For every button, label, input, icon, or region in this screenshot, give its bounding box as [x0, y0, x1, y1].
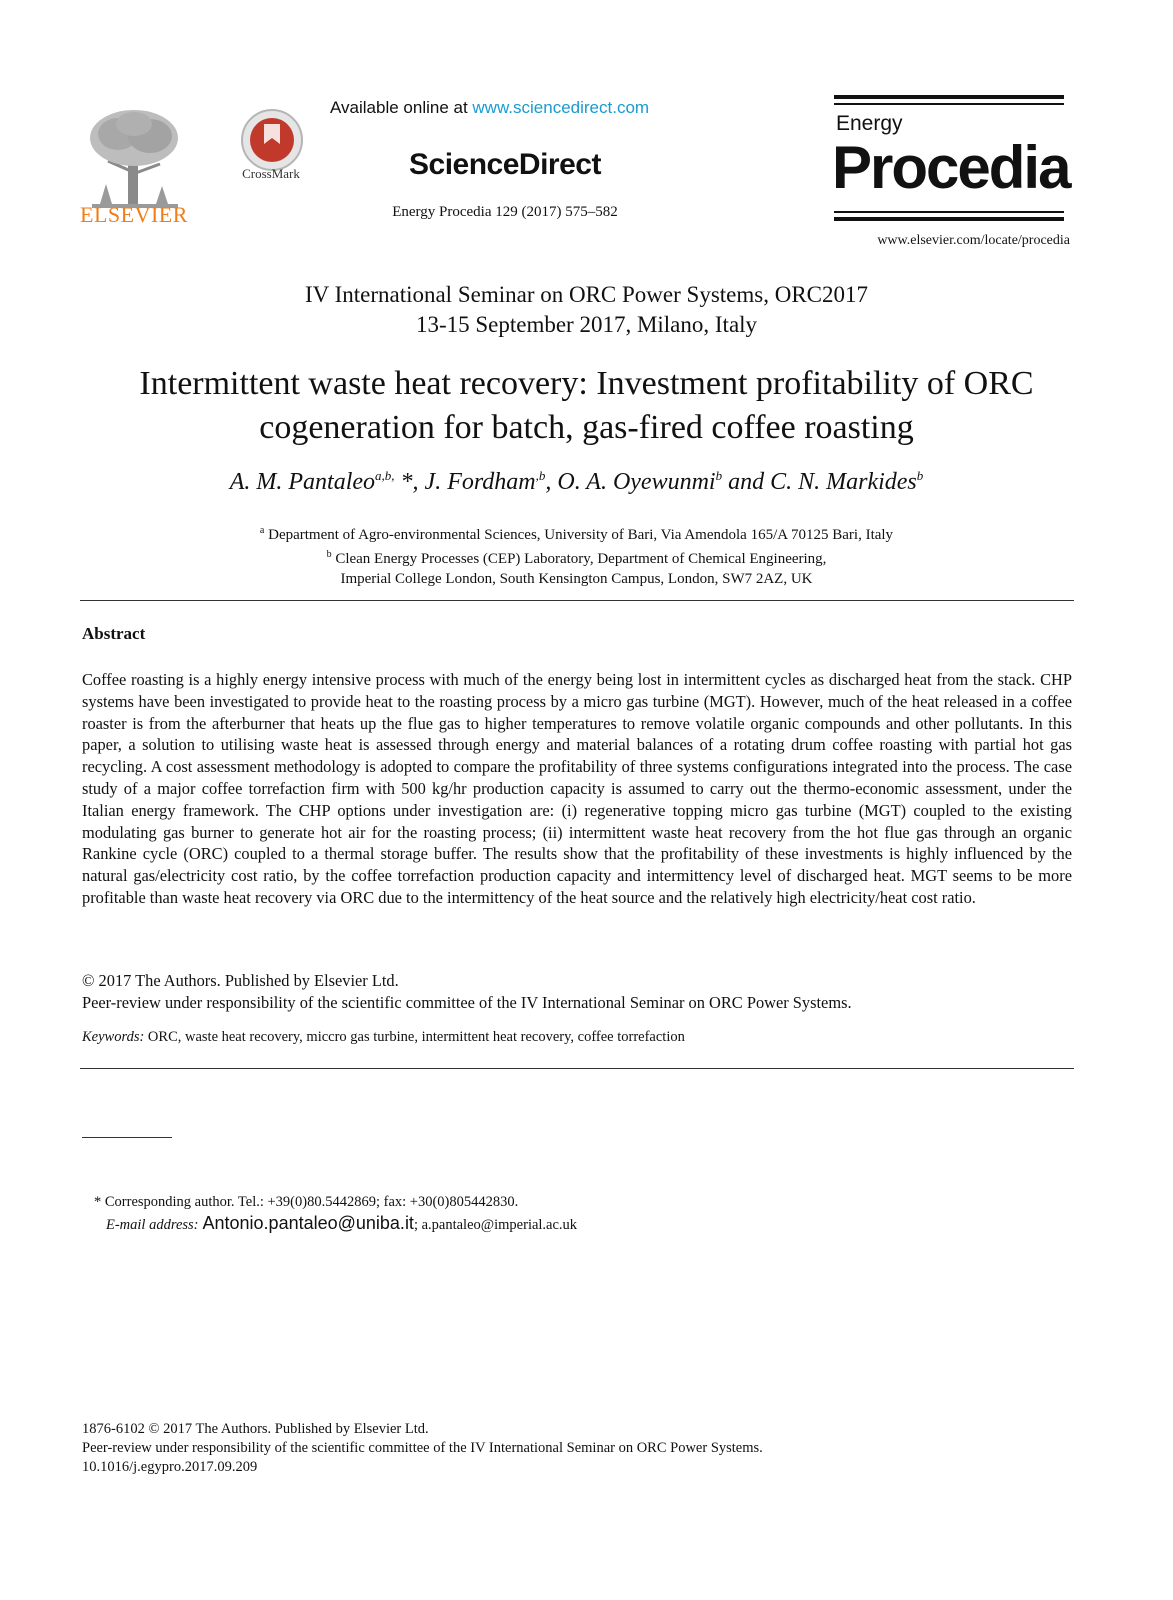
journal-name-large: Procedia	[832, 134, 1070, 201]
footer-peer-review: Peer-review under responsibility of the scientific committee of the IV International Seminar on ORC Power Systems.	[82, 1440, 763, 1456]
page-footer	[82, 1420, 1082, 1477]
email-link-uniba[interactable]: Antonio.pantaleo@uniba.it	[198, 1213, 414, 1233]
conference-date: 13-15 September 2017, Milano, Italy	[415, 312, 758, 337]
section-divider	[80, 600, 1074, 601]
journal-rule	[834, 95, 1064, 99]
author-name: J. Fordham	[424, 469, 536, 495]
journal-name-small: Energy	[836, 112, 903, 135]
email-link-imperial[interactable]: a.pantaleo@imperial.ac.uk	[421, 1217, 578, 1233]
title-line: cogeneration for batch, gas-fired coffee roasting	[259, 409, 914, 446]
affiliation-mark: b	[326, 549, 332, 560]
keywords-list: ORC, waste heat recovery, miccro gas turbine, intermittent heat recovery, coffee torrefaction	[144, 1029, 685, 1045]
author-name: O. A. Oyewunmi	[557, 469, 716, 495]
affiliations	[0, 521, 1153, 589]
sciencedirect-brand: ScienceDirect	[409, 148, 601, 181]
footnote-divider	[82, 1137, 172, 1138]
author-affil: b	[916, 468, 924, 483]
available-online	[330, 98, 710, 118]
peer-review-line: Peer-review under responsibility of the scientific committee of the IV International Seminar on ORC Power Systems.	[82, 993, 852, 1012]
affiliation-line	[0, 545, 1153, 569]
corresponding-author-note	[94, 1192, 994, 1236]
affiliation-line	[0, 569, 1153, 589]
sciencedirect-link[interactable]: www.sciencedirect.com	[472, 98, 650, 117]
journal-reference: Energy Procedia 129 (2017) 575–582	[392, 204, 618, 220]
conference-name: IV International Seminar on ORC Power Systems, ORC2017	[304, 282, 869, 307]
author-name: A. M. Pantaleo	[229, 469, 376, 495]
author-affil: ,b	[535, 468, 546, 483]
crossmark-label: CrossMark	[242, 166, 300, 181]
author-sep: ,	[545, 469, 558, 495]
affiliation-text: Department of Agro-environmental Sciences, University of Bari, Via Amendola 165/A 70125 Bari, Italy	[264, 527, 894, 543]
journal-url[interactable]: www.elsevier.com/locate/procedia	[877, 233, 1070, 248]
copyright-line: © 2017 The Authors. Published by Elsevier Ltd.	[82, 971, 399, 990]
copyright-block	[82, 970, 1072, 1014]
elsevier-wordmark: ELSEVIER	[80, 202, 188, 227]
corresponding-line: * Corresponding author. Tel.: +39(0)80.5442869; fax: +30(0)805442830.	[94, 1194, 519, 1210]
available-prefix: Available online at	[330, 98, 473, 117]
keywords	[82, 1029, 1072, 1046]
issn-line: 1876-6102 © 2017 The Authors. Published by Elsevier Ltd.	[82, 1421, 429, 1437]
doi-link[interactable]: 10.1016/j.egypro.2017.09.209	[82, 1459, 258, 1475]
affiliation-line	[0, 521, 1153, 545]
author-name: C. N. Markides	[770, 469, 917, 495]
author-affil: a,b,	[375, 468, 395, 483]
email-label: E-mail address:	[106, 1217, 199, 1233]
author-affil: b	[715, 468, 723, 483]
affiliation-mark: a	[259, 525, 265, 536]
keywords-label: Keywords:	[82, 1029, 145, 1045]
author-sep: and	[722, 469, 771, 495]
journal-rule	[834, 217, 1064, 221]
author-list	[0, 468, 1153, 496]
abstract-heading: Abstract	[82, 624, 146, 643]
title-line: Intermittent waste heat recovery: Investment profitability of ORC	[139, 365, 1034, 402]
email-line	[94, 1213, 994, 1236]
journal-rule	[834, 103, 1064, 105]
email-separator: ;	[413, 1217, 422, 1233]
conference-info	[0, 280, 1173, 340]
author-sep: *,	[394, 469, 425, 495]
affiliation-text: Imperial College London, South Kensington Campus, London, SW7 2AZ, UK	[340, 571, 813, 587]
affiliation-text: Clean Energy Processes (CEP) Laboratory, Department of Chemical Engineering,	[331, 551, 827, 567]
abstract-body: Coffee roasting is a highly energy intensive process with much of the energy being lost in intermittent cycles as discharged heat from the stack. CHP systems have been investigated to provide heat to the roasting process by a micro gas turbine (MGT). However, much of the heat released in a coffee roaster is from the afterburner that heats up the flue gas to higher temperatures to remove volatile organic compounds and other pollutants. In this paper, a solution to utilising waste heat is assessed through energy and material balances of a rotating drum coffee roasting with partial hot gas recycling. A cost assessment methodology is adopted to compare the profitability of three systems configurations integrated into the process. The case study of a major coffee torrefaction firm with 500 kg/hr production capacity is assumed to carry out the thermo-economic assessment, under the Italian energy framework. The CHP options under investigation are: (i) regenerative topping micro gas turbine (MGT) coupled to the existing modulating gas burner to generate hot air for the roasting process; (ii) intermittent waste heat recovery from the hot flue gas through an organic Rankine cycle (ORC) coupled to a thermal storage buffer. The results show that the profitability of these investments is highly influenced by the natural gas/electricity cost ratio, by the coffee torrefaction production capacity and intermittency level of discharged heat. MGT seems to be more profitable than waste heat recovery via ORC due to the intermittency of the heat source and the relatively high electricity/heat cost ratio.	[82, 670, 1072, 907]
section-divider	[80, 1068, 1074, 1069]
journal-rule	[834, 211, 1064, 213]
paper-title	[60, 362, 1113, 450]
